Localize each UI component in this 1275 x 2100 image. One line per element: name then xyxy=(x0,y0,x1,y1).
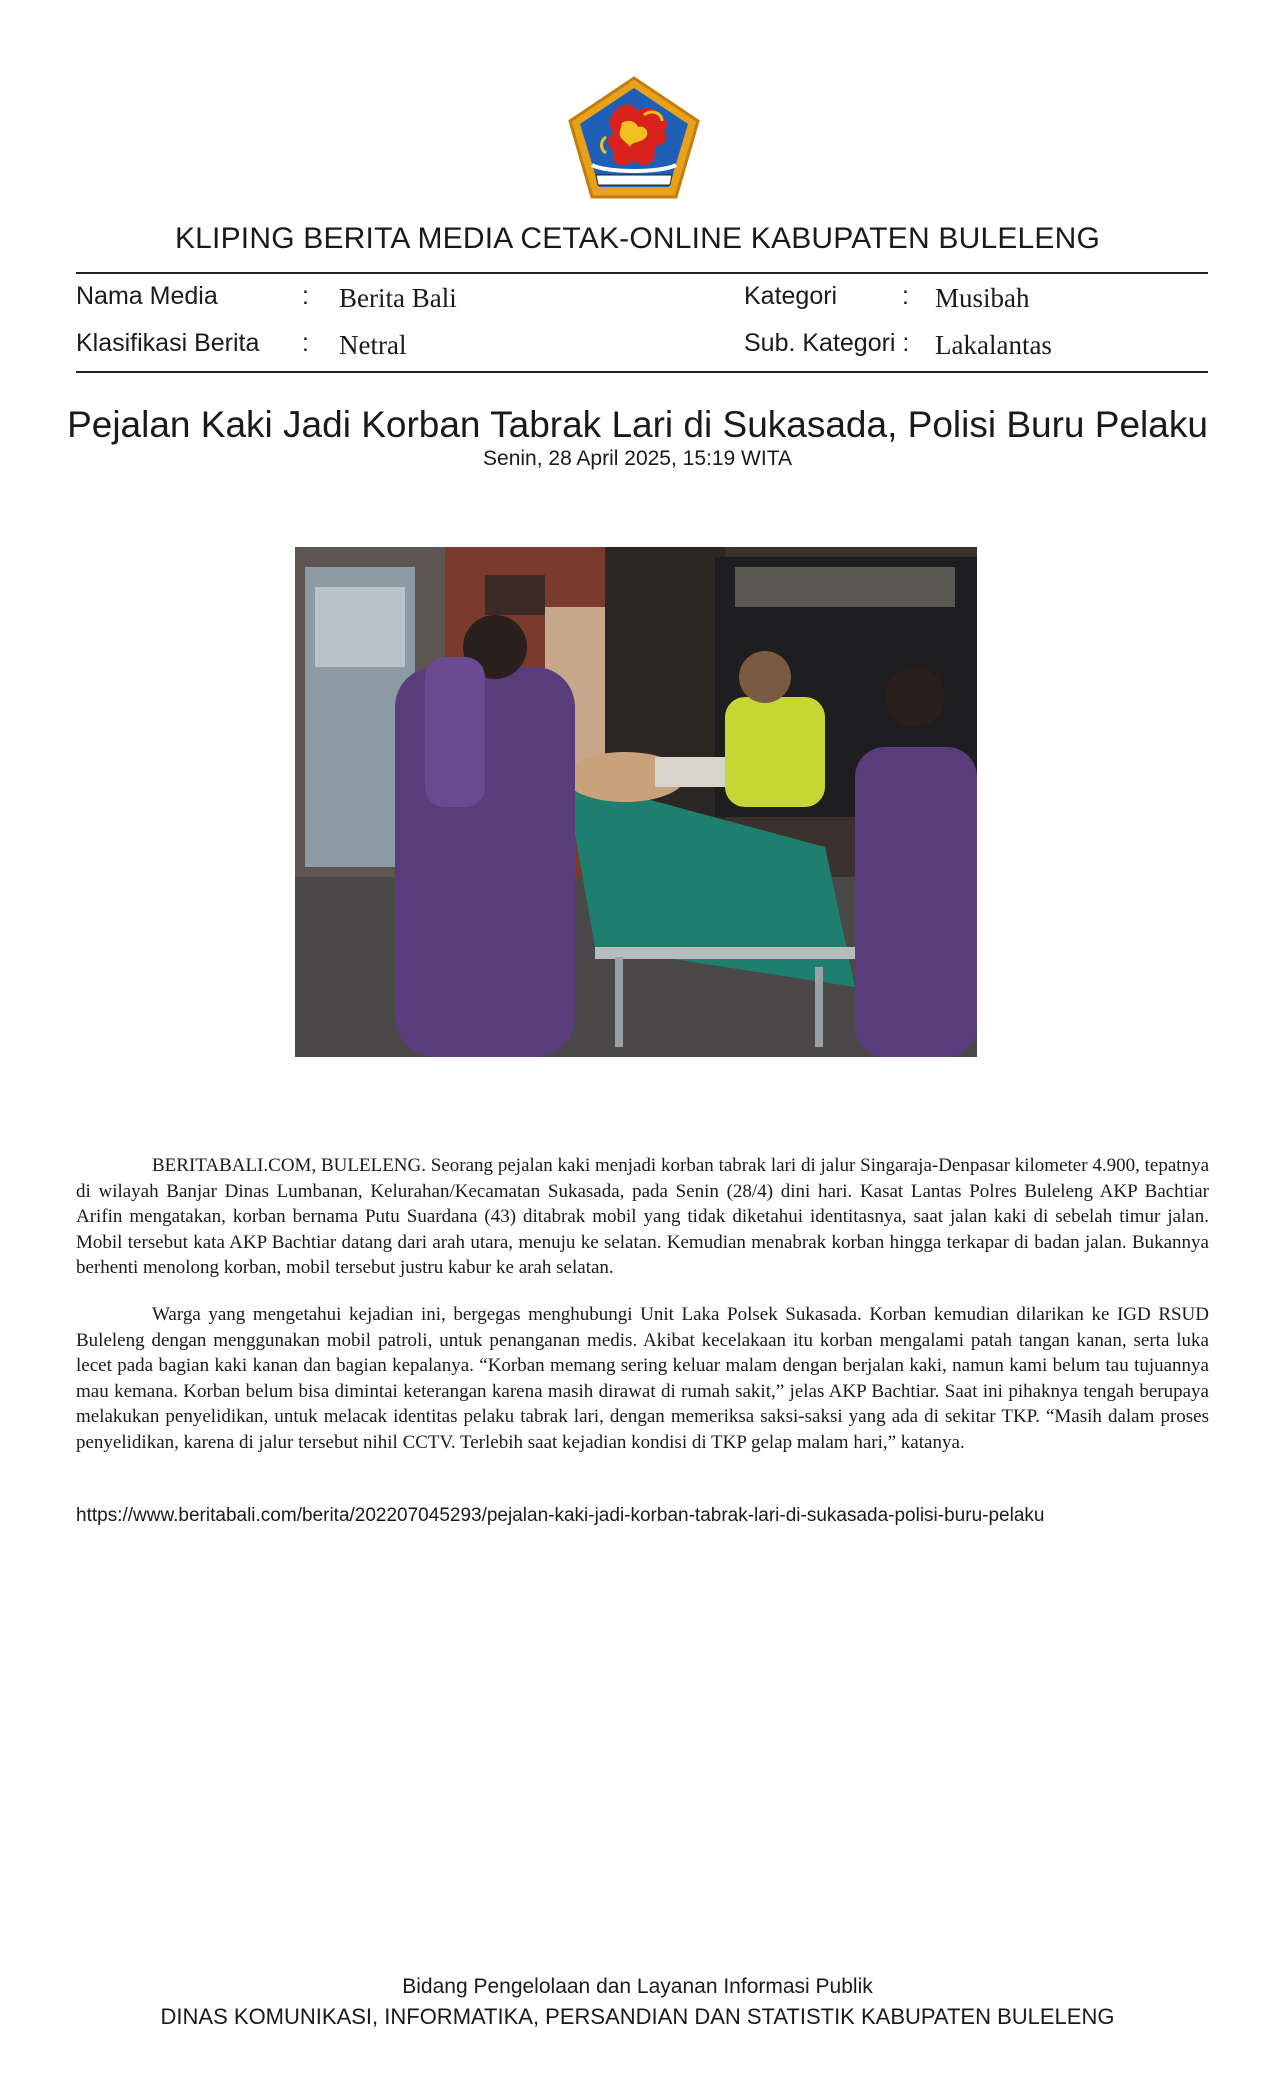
footer-agency: DINAS KOMUNIKASI, INFORMATIKA, PERSANDIAN DAN STATISTIK KABUPATEN BULELENG xyxy=(160,2004,1115,2029)
source-url-link[interactable]: https://www.beritabali.com/berita/202207045293/pejalan-kaki-jadi-korban-tabrak-lari-di-sukasada-polisi-buru-pelaku xyxy=(76,1505,1045,1526)
article-paragraph-2: Warga yang mengetahui kejadian ini, bergegas menghubungi Unit Laka Polsek Sukasada. Korban kemudian dilarikan ke IGD RSUD Buleleng dengan menggunakan mobil patroli, untuk penanganan medis. Akibat kecelakaan itu korban mengalami patah tangan kanan, serta luka lecet pada bagian kaki kanan dan bagian kepalanya. “Korban memang sering keluar malam dengan berjalan kaki, namun kami belum tau tujuannya mau kemana. Korban belum bisa dimintai keterangan karena masih dirawat di rumah sakit,” jelas AKP Bachtiar. Saat ini pihaknya tengah berupaya melakukan penyelidikan, untuk melacak identitas pelaku tabrak lari, dengan memeriksa saksi-saksi yang ada di sekitar TKP. “Masih dalam proses penyelidikan, karena di jalur tersebut nihil CCTV. Terlebih saat kejadian kondisi di TKP gelap malam hari,” katanya. xyxy=(76,1304,1209,1453)
classification-value: Netral xyxy=(339,330,407,360)
classification-label: Klasifikasi Berita xyxy=(76,329,260,357)
article-headline: Pejalan Kaki Jadi Korban Tabrak Lari di Sukasada, Polisi Buru Pelaku xyxy=(67,404,1208,445)
category-value: Musibah xyxy=(935,283,1030,313)
media-name-label: Nama Media xyxy=(76,282,218,310)
media-name-colon: : xyxy=(302,282,309,310)
classification-colon: : xyxy=(302,329,309,357)
header-divider-bottom xyxy=(76,371,1208,373)
subcategory-value: Lakalantas xyxy=(935,330,1052,360)
article-paragraph-1: BERITABALI.COM, BULELENG. Seorang pejalan kaki menjadi korban tabrak lari di jalur Singaraja-Denpasar kilometer 4.900, tepatnya di wilayah Banjar Dinas Lumbanan, Kelurahan/Kecamatan Sukasada, pada Senin (28/4) dini hari. Kasat Lantas Polres Buleleng AKP Bachtiar Arifin mengatakan, korban bernama Putu Suardana (43) ditabrak mobil yang tidak diketahui identitasnya, saat jalan kaki di sebelah timur jalan. Mobil tersebut kata AKP Bachtiar datang dari arah utara, menuju ke selatan. Kemudian menabrak korban hingga terkapar di badan jalan. Bukannya berhenti menolong korban, mobil tersebut justru kabur ke arah selatan. xyxy=(76,1155,1209,1278)
buleleng-emblem-logo xyxy=(566,75,702,201)
footer-department: Bidang Pengelolaan dan Layanan Informasi Publik xyxy=(402,1975,873,1998)
media-name-value: Berita Bali xyxy=(339,283,457,313)
subcategory-label: Sub. Kategori : xyxy=(744,329,910,357)
category-colon: : xyxy=(902,282,909,310)
document-header-title: KLIPING BERITA MEDIA CETAK-ONLINE KABUPATEN BULELENG xyxy=(174,222,1101,255)
header-divider-top xyxy=(76,272,1208,274)
article-date: Senin, 28 April 2025, 15:19 WITA xyxy=(483,447,792,470)
category-label: Kategori xyxy=(744,282,838,310)
article-photo xyxy=(295,547,977,1057)
